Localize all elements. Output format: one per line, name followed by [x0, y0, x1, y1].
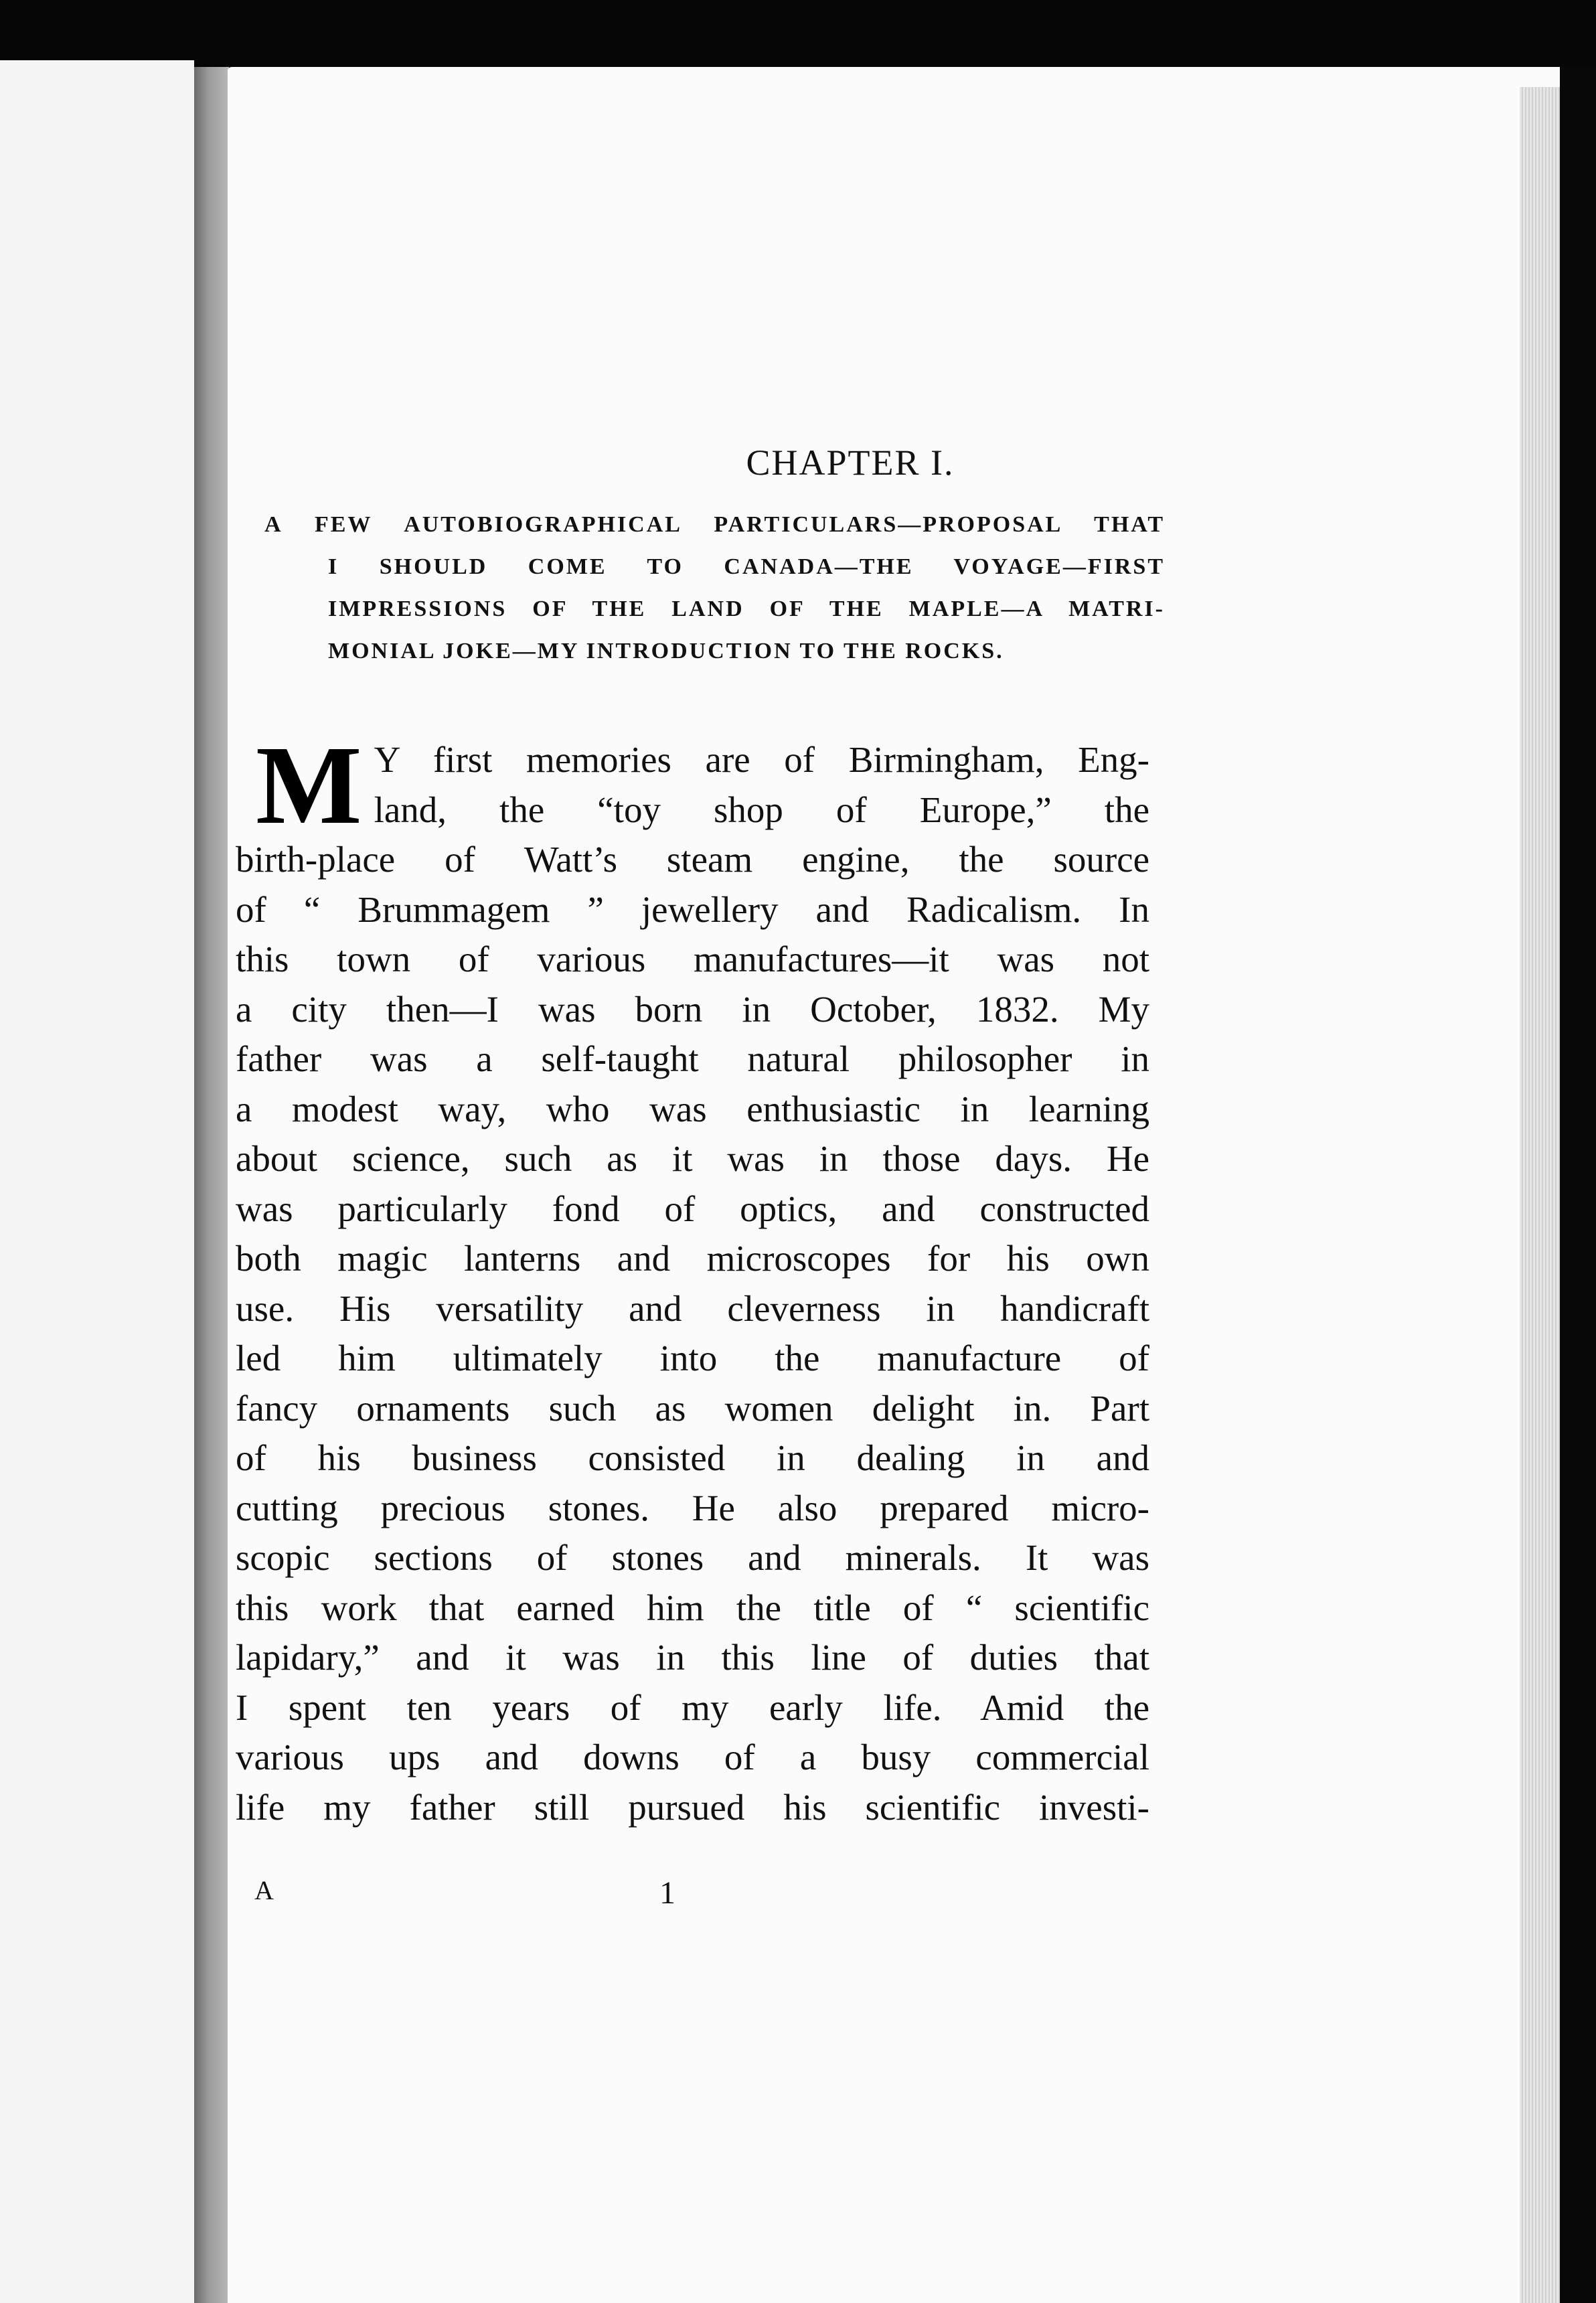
- text-line: this town of various manufactures—it was not: [236, 939, 1149, 979]
- text-line: father was a self-taught natural philosopher in: [236, 1038, 1149, 1079]
- synopsis-line: A FEW AUTOBIOGRAPHICAL PARTICULARS—PROPOSAL THAT: [264, 512, 1165, 537]
- text-line: about science, such as it was in those days. He: [236, 1138, 1149, 1179]
- text-line: of his business consisted in dealing in and: [236, 1437, 1149, 1478]
- text-line: of “ Brummagem ” jewellery and Radicalism. In: [236, 888, 1149, 930]
- chapter-title: CHAPTER I.: [746, 443, 955, 483]
- synopsis-line: IMPRESSIONS OF THE LAND OF THE MAPLE—A MATRI-: [328, 597, 1165, 621]
- synopsis-line: MONIAL JOKE—MY INTRODUCTION TO THE ROCKS.: [328, 639, 1004, 663]
- signature-mark: A: [254, 1875, 274, 1905]
- text-line: land, the “toy shop of Europe,” the: [374, 789, 1149, 830]
- text-line: use. His versatility and cleverness in handicraft: [236, 1287, 1149, 1329]
- page-edges: [1520, 87, 1560, 2303]
- text-line: scopic sections of stones and minerals. It was: [236, 1537, 1149, 1578]
- text-line: lapidary,” and it was in this line of duties that: [236, 1637, 1149, 1678]
- book-spine-shadow: [194, 67, 229, 2303]
- chapter-synopsis: [264, 503, 1165, 672]
- page-number: 1: [659, 1875, 675, 1911]
- text-line: led him ultimately into the manufacture of: [236, 1338, 1149, 1378]
- text-line: a city then—I was born in October, 1832. My: [236, 988, 1149, 1030]
- text-line: I spent ten years of my early life. Amid the: [236, 1686, 1149, 1728]
- text-line: was particularly fond of optics, and constructed: [236, 1188, 1149, 1229]
- scan-border-right: [1560, 67, 1596, 2303]
- text-line: both magic lanterns and microscopes for his own: [236, 1238, 1149, 1279]
- text-line: cutting precious stones. He also prepared micro-: [236, 1487, 1149, 1528]
- text-line: fancy ornaments such as women delight in. Part: [236, 1387, 1149, 1429]
- body-text: [236, 723, 1149, 1832]
- synopsis-line: I SHOULD COME TO CANADA—THE VOYAGE—FIRST: [328, 554, 1165, 579]
- text-line: a modest way, who was enthusiastic in learning: [236, 1088, 1149, 1129]
- text-line: birth-place of Watt’s steam engine, the source: [236, 839, 1149, 880]
- left-facing-page: [0, 60, 194, 2303]
- text-line: Y first memories are of Birmingham, Eng-: [374, 739, 1149, 780]
- text-line: various ups and downs of a busy commercial: [236, 1737, 1149, 1777]
- scan-border-top: [0, 0, 1596, 67]
- text-line: this work that earned him the title of “ scientific: [236, 1587, 1149, 1628]
- drop-cap: M: [256, 723, 362, 848]
- text-line: life my father still pursued his scientific investi-: [236, 1786, 1149, 1828]
